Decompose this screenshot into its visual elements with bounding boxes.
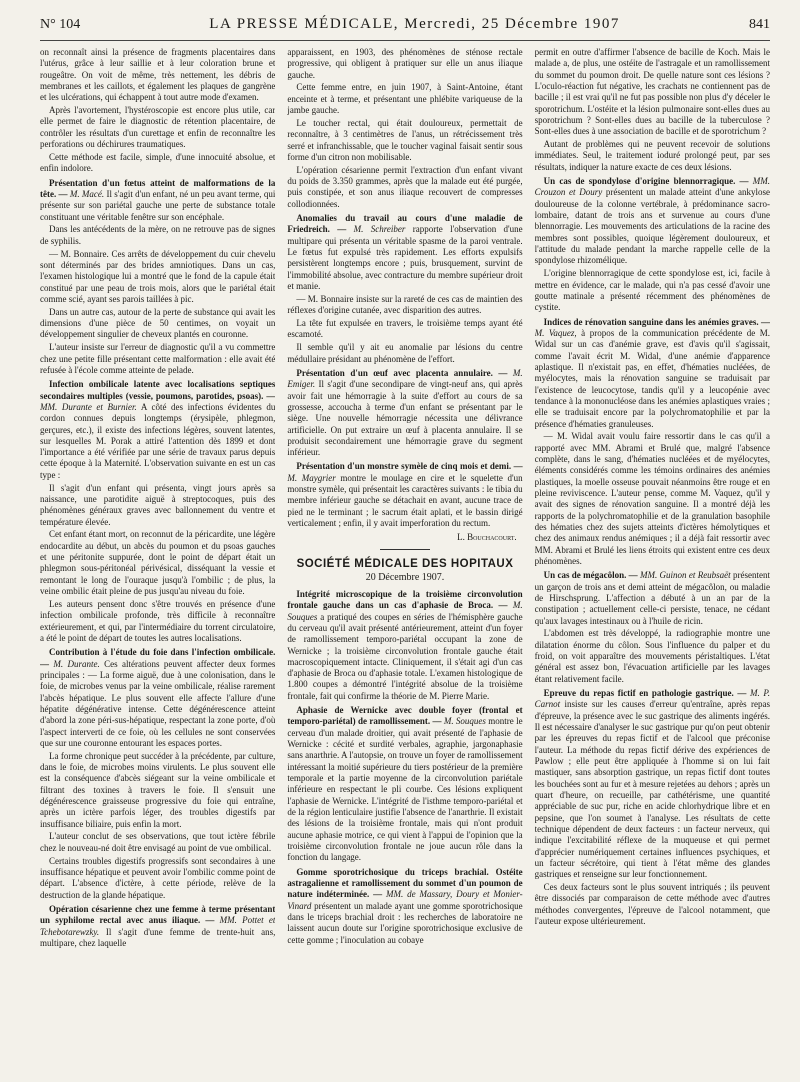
article-heading: Anomalies du travail au cours d'une maladie de Friedreich. —: [287, 213, 523, 235]
section-divider: [380, 549, 430, 550]
article-heading: Contribution à l'étude du foie dans l'infection ombilicale. —: [40, 647, 276, 669]
article-paragraph: [535, 570, 770, 627]
paragraph: Dans les antécédents de la mère, on ne retrouve pas de signes de syphilis.: [40, 224, 276, 246]
page-number: 841: [748, 17, 770, 32]
article-body: A côté des infections évidentes du cordon connues depuis longtemps (érysipèle, phlegmon, gerçures, etc.), il existe des infections légères, souvent latentes, sur lesquelles M. Porak a attiré l'attention dès 1899 et dont l'importance a été vérifiée par une série de travaux parus depuis cette époque à la Maternité. L'observation suivante en est un cas type :: [40, 401, 276, 480]
article-paragraph: [287, 368, 522, 459]
paragraph: permit en outre d'affirmer l'absence de bacille de Koch. Mais le malade a, de plus, une ostéite de l'astragale et un ramollissement du sommet du poumon droit. De quelle nature sont ces lésions ? L'oculo-réaction fut négative, les crachats ne contiennent pas de bacille ; il est vrai qu'il ne fut pas possible non plus d'y déceler le sporotrichum. L'ostéite et la lésion pulmonaire sont-elles dues au sporotrichum ? Sont-elles dues au bacille de la tuberculose ? Sont-elles dues à une association de bacille et de sporotrichum ?: [534, 47, 770, 137]
article-paragraph: [40, 379, 275, 481]
paragraph: L'auteur insiste sur l'erreur de diagnostic qu'il a vu commettre chez une petite fille présentant cette malformation : elle avait été refusée à l'école comme atteinte de pelade.: [40, 342, 276, 375]
article-body: a pratiqué des coupes en séries de l'hémisphère gauche du cerveau qu'il avait présenté antérieurement, atteint d'un foyer de ramollissement temporo-pariétal occupant la zone de Wernicke ; la troisième circonvolution frontale gauche était macroscopiquement intacte. Cliniquement, il s'était agi d'un cas d'aphasie de Broca ou d'aphasie totale. L'examen histologique de 1.800 coupes a démontré l'intégrité absolue de la troisième frontale, fait qui confirme la théorie de M. Pierre Marie.: [287, 611, 523, 701]
article-author: M. Macé.: [69, 188, 105, 199]
article-heading: Présentation d'un fœtus atteint de malformations de la tête. —: [40, 177, 276, 199]
paragraph: Après l'avortement, l'hystéroscopie est encore plus utile, car elle permet de faire le diagnostic de rétention placentaire, de contrôler les résultats d'un curettage et enfin de reconnaître les perforations ou déchirures traumatiques.: [40, 105, 276, 150]
paragraph: on reconnaît ainsi la présence de fragments placentaires dans l'utérus, grâce à leur saillie et à leur coloration brune et rougeâtre. On voit de même, très nettement, les débris de membranes et les caillots, et également les plaques de gangrène et les ulcérations, qui échappent à tout autre mode d'examen.: [40, 47, 276, 103]
page-header: [40, 16, 770, 41]
paragraph: — M. Widal avait voulu faire ressortir dans le cas qu'il a rapporté avec MM. Abrami et Brulé que, malgré l'absence complète, dans le sang, d'hématies nucléées et de myélocytes, éléments considérés comme les témoins ordinaires des anémies plastiques, la moelle osseuse pouvait néanmoins être rouge et en pleine reviviscence. L'auteur pense, comme M. Vaquez, qu'il y avait des signes de rénovation sanguine. Il a montré déjà les rapports de la polychromatophilie et de la granulation basophile des hématies chez des sujets atteints d'ictères hémolytiques et chez des animaux rendus anémiques ; il a déjà fait ressortir avec MM. Abrami et Brulé les liens étroits qui existent entre ces deux phénomènes.: [534, 431, 770, 566]
article-heading: Aphasie de Wernicke avec double foyer (frontal et temporo-pariétal) de ramollissement. —: [287, 705, 523, 727]
issue-number: N° 104: [40, 17, 81, 32]
article-author: M. Schreiber: [353, 224, 406, 235]
article-heading: Un cas de spondylose d'origine blennorragique. —: [543, 176, 749, 187]
article-author: M. Souques: [287, 600, 523, 622]
article-author: M. Maygrier: [287, 472, 336, 483]
paragraph: Le toucher rectal, qui était douloureux, permettait de reconnaître, à 3 centimètres de l'anus, un rétrécissement très serré et infranchissable, que le toucher vaginal faisait sentir sous forme d'un citron non mobilisable.: [287, 117, 523, 162]
column-left: [40, 47, 275, 1077]
article-author: MM. Guinon et Reubsaët: [640, 570, 731, 581]
article-author: MM. de Massary, Doury et Monier-Vinard: [287, 889, 523, 911]
signature: L. Bouchacourt.: [457, 532, 517, 543]
article-body: insiste sur les causes d'erreur qu'entraîne, après repas d'épreuve, la présence avec le suc gastrique des aliments ingérés. Il est nécessaire d'analyser le suc gastrique pur qu'on peut obtenir par les épreuves du repas fictif et de l'alcool que préconise l'auteur. La méthode du repas fictif dérive des expériences de Pawlow ; elle peut être appliquée à l'homme si on lui fait mastiquer, sans absorption gastrique, un repas fictif dont toutes les bouchées sont au fur et à mesure rejetées au dehors ; après un quart d'heure, on recueille, par cathétérisme, une quantité appréciable de suc pur, riche en acide chlorhydrique libre et en pepsine, que l'on soumet à l'analyse. Les résultats de cette technique dépendent de deux facteurs : un facteur nerveux, qui indique l'excitabilité réflexe de la muqueuse et qui permet d'apprécier numériquement certaines influences psychiques, et un facteur sécrétoire, qui tient à l'état même des glandes gastriques et renseigne sur leur fonctionnement.: [534, 699, 770, 880]
article-heading: Opération césarienne chez une femme à terme présentant un syphilome rectal avec anus iliaque. —: [40, 903, 276, 926]
article-heading: Présentation d'un monstre symèle de cinq mois et demi. —: [296, 461, 523, 472]
article-body: présentent un malade atteint d'une ankylose douloureuse de la colonne vertébrale, à prédominance sacro-lombaire, datant de trois ans et survenue au cours d'une blennorragie. Les mouvements des articulations de la racine des membres sont possibles, quoique légèrement douloureux, et l'attitude du malade pendant la marche rappelle celle de la spondylose rhizomélique.: [534, 187, 770, 266]
article-paragraph: [287, 867, 522, 946]
article-paragraph: [287, 461, 522, 529]
article-heading: Epreuve du repas fictif en pathologie gastrique. —: [543, 688, 747, 699]
article-body: montre le cerveau d'un malade droitier, qui avait présenté de l'aphasie de Wernicke : cécité et surdité verbales, agraphie, jargonaphasie sans anarthrie. A l'autopsie, on trouve un foyer de ramollissement intéressant la moitié supérieure du tiers postérieur de la première temporale et la partie moyenne de la circonvolution pariétale inférieure en respectant le pli courbe. Ces lésions expliquent l'aphasie de Wernicke. L'intégrité de l'isthme temporo-pariétal et de la région lenticulaire justifie l'absence de l'anarthrie. Il existait des lésions de la troisième frontale, mais qui n'ont produit aucune aphasie motrice, ce qui vient à l'appui de l'opinion que la troisième circonvolution frontale ne joue aucun rôle dans la fonction du langage.: [287, 716, 523, 863]
column-middle: [287, 47, 522, 1077]
article-paragraph: [287, 705, 522, 864]
article-heading: Indices de rénovation sanguine dans les anémies graves. —: [543, 316, 770, 327]
paragraph: — M. Bonnaire. Ces arrêts de développement du cuir chevelu sont déterminés par des brides amniotiques. Dans un cas, l'examen histologique lui a montré que le fond de la capule était constitué par une peau de trois mois, alors que le pariétal était comme scié, ayant ses parois taillées à pic.: [40, 248, 276, 304]
paragraph: L'abdomen est très développé, la radiographie montre une dilatation énorme du côlon. Sous l'influence du palper et du froid, on voit apparaître des mouvements péristaltiques. L'état général est assez bon, l'évacuation artificielle par les lavages étant relativement facile.: [534, 628, 770, 684]
article-body: montre le moulage en cire et le squelette d'un monstre symèle, qui présentait les caractères suivants : le tibia du membre inférieur gauche se détachait en avant, aucune trace de pied ne le terminant ; le sacrum était aplati, et le bassin dirigé verticalement ; enfin, il y avait imperforation du rectum.: [287, 472, 523, 529]
article-body: à propos de la communication précédente de M. Widal sur un cas d'anémie grave, est d'avis qu'il s'agissait, comme l'avait écrit M. Widal, d'une anémie d'apparence aplastique. Il n'existait pas, en effet, d'hématies nucléées, de myélocytes, mais la rénovation sanguine se traduisait par l'existence de leucocytose, tandis qu'il y a leucopénie avec tendance à la mononucléose dans les anémies aplastiques vraies ; elle se traduisait encore par la polychromatophilie et par la présence d'hématies granuleuses.: [534, 327, 770, 429]
society-heading: SOCIÉTÉ MÉDICALE DES HOPITAUX: [296, 557, 514, 570]
column-right: [535, 47, 770, 1077]
article-author: M. P. Carnot: [534, 688, 770, 710]
paragraph: La forme chronique peut succéder à la précédente, par culture, dans le foie, de microbes moins virulents. Le plus souvent elle est la conséquence d'abcès siégeant sur la veine ombilicale et filtrant des toxines à travers le foie. Il s'ensuit une dégénérescence graisseuse progressive du foie qui entraîne, après un ictère parfois léger, des troubles digestifs par insuffisance biliaire, puis enfin la mort.: [40, 750, 276, 829]
article-author: MM. Pottet et Tchebotarewzky.: [40, 915, 276, 937]
paragraph: Cette femme entre, en juin 1907, à Saint-Antoine, étant enceinte et à terme, et présentant une phlébite variqueuse de la jambe gauche.: [287, 82, 523, 116]
paragraph: L'auteur conclut de ses observations, que tout ictère fébrile chez le nouveau-né doit être envisagé au point de vue ombilical.: [40, 831, 276, 853]
article-heading: Infection ombilicale latente avec localisations septiques secondaires multiples (vessie, poumons, parotides, psoas). —: [40, 379, 276, 401]
article-author: M. Vaquez,: [534, 327, 577, 338]
paragraph: Il semble qu'il y ait eu anomalie par lésions du centre médullaire présidant au phénomène de l'effort.: [287, 342, 523, 364]
article-paragraph: [40, 647, 275, 749]
article-body: Ces altérations peuvent affecter deux formes principales : — La forme aiguë, due à une colonisation, dans le foie, de microbes venus par la veine ombilicale, réalise rarement l'abcès hépatique. Le plus souvent elle affecte l'allure d'une hépatite dégénérative intense. Cette dégénérescence atteint d'abord la zone péri-sus-hépatique, respectant la zone porte, d'où l'aspect interverti de ce foie, où les cellules ne sont conservées que sur une couronne entourant les espaces portes.: [40, 658, 276, 748]
text-columns: [40, 47, 770, 1077]
paragraph: — M. Bonnaire insiste sur la rareté de ces cas de maintien des réflexes d'origine cutanée, avec disparition des autres.: [287, 293, 523, 316]
paragraph: Certains troubles digestifs progressifs sont secondaires à une insuffisance hépatique et peuvent avoir l'ombilic comme point de départ. L'absence d'ictère, à cette période, relève de la destruction de la glande hépatique.: [40, 855, 276, 900]
article-heading: Un cas de mégacôlon. —: [543, 570, 638, 581]
article-heading: Présentation d'un œuf avec placenta annulaire. —: [296, 367, 508, 378]
paragraph: Ces deux facteurs sont le plus souvent intriqués ; ils peuvent être dissociés par comparaison de cette méthode avec d'autres méthodes convergentes, l'épreuve de l'alcool notamment, que l'auteur expose ultérieurement.: [534, 882, 770, 927]
article-body: Il s'agit d'une femme de trente-huit ans, multipare, chez laquelle: [40, 926, 276, 948]
article-author: M. Emiger.: [287, 367, 523, 390]
article-heading: Intégrité microscopique de la troisième circonvolution frontale gauche dans un cas d'aphasie de Broca. —: [287, 588, 523, 611]
article-body: présentent un malade ayant une gomme sporotrichosique dans le triceps brachial droit : les recherches de laboratoire ne laissent aucun doute sur l'origine sporotrichosique exclusive de cette gomme ; l'inoculation au cobaye: [287, 900, 523, 945]
article-paragraph: [40, 904, 275, 949]
article-paragraph: [535, 176, 770, 267]
paragraph: Les auteurs pensent donc s'être trouvés en présence d'une infection ombilicale profonde, très difficile à reconnaître extérieurement, et qui, par l'intermédiaire du torrent circulatoire, a été le point de départ de toutes les autres localisations.: [40, 598, 276, 643]
article-heading: Gomme sporotrichosique du triceps brachial. Ostéite astragalienne et ramollissement du sommet d'un poumon de nature indéterminée. —: [287, 866, 523, 900]
paragraph: L'origine blennorragique de cette spondylose est, ici, facile à mettre en évidence, car le malade, qui n'a pas cessé d'avoir une goutte matinale a présenté récemment des phénomènes de cystite.: [534, 268, 770, 313]
article-body: rapporte l'observation d'une multipare qui présenta un véritable spasme de la paroi ventrale. Le fœtus fut expulsé très rapidement. Les efforts expulsifs persistèrent longtemps encore ; puis, brusquement, survint de l'immobilité absolue, avec contracture du membre supérieur droit et manie.: [287, 224, 523, 292]
article-paragraph: [40, 178, 275, 223]
article-body: Il s'agit d'un enfant, né un peu avant terme, qui présente sur son pariétal gauche une perte de substance totale constituant une véritable fenêtre sur son encéphale.: [40, 188, 276, 222]
paragraph: apparaissent, en 1903, des phénomènes de sténose rectale progressive, qui obligent à pratiquer sur elle un anus iliaque gauche.: [287, 47, 523, 80]
paragraph: La tête fut expulsée en travers, le troisième temps ayant été escamoté.: [287, 318, 523, 340]
paragraph: Il s'agit d'un enfant qui présenta, vingt jours après sa naissance, une parotidite aiguë à streptocoques, puis des phénomènes généraux graves avec ballonnement du ventre et température élevée.: [40, 482, 276, 527]
article-paragraph: [287, 213, 522, 292]
article-author: MM. Durante et Burnier.: [40, 401, 137, 412]
session-date: 20 Décembre 1907.: [365, 572, 445, 584]
paragraph: Dans un autre cas, autour de la perte de substance qui avait les dimensions d'une pièce de 50 centimes, on voyait un développement singulier de cheveux plantés en couronne.: [40, 306, 276, 340]
article-author: MM. Crouzon et Doury: [534, 176, 770, 198]
paragraph: Cette méthode est facile, simple, d'une innocuité absolue, et enfin indolore.: [40, 151, 276, 174]
paragraph: Autant de problèmes qui ne peuvent recevoir de solutions immédiates. Seul, le traitement ioduré prolongé peut, par ses résultats, indiquer la nature exacte de ces deux lésions.: [534, 139, 770, 172]
article-paragraph: [535, 688, 770, 881]
article-author: M. Souques: [443, 716, 486, 727]
article-body: présentent un garçon de trois ans et demi atteint de mégacôlon, ou maladie de Hirschsprung. L'affection a débuté à un an par de la constipation ; actuellement celle-ci persiste, tenace, ne cédant qu'aux lavages intestinaux ou à l'huile de ricin.: [534, 570, 770, 626]
article-paragraph: [287, 589, 522, 702]
paragraph: L'opération césarienne permit l'extraction d'un enfant vivant du poids de 3.350 grammes, après que la malade eut été purgée, puis constipée, et son anus iliaque recouvert de compresses collodionnées.: [287, 164, 523, 209]
article-paragraph: [535, 317, 770, 430]
article-author: M. Durante.: [53, 658, 100, 669]
article-body: Il s'agit d'une secondipare de vingt-neuf ans, qui après avoir fait une hémorragie à la suite d'effort au cours de sa grossesse, accoucha à terme d'un enfant se présentant par le siège. Une nouvelle hémorragie nécessita une délivrance artificielle. On put extraire un œuf à placenta annulaire. Il se produisit secondairement une hémorragie grave du segment inférieur.: [287, 379, 523, 458]
paragraph: Cet enfant étant mort, on reconnut de la péricardite, une légère endocardite au début, un abcès du poumon et du psoas gauches et une péritonite suppurée, dont le point de départ était un phlegmon sous-péritonéal périvésical, disséquant la vessie et remontant le long de l'ouraque jusqu'à l'ombilic ; de plus, la veine ombilic était pleine de pus jusqu'au niveau du foie.: [40, 529, 276, 597]
journal-title: LA PRESSE MÉDICALE, Mercredi, 25 Décembre 1907: [209, 16, 620, 32]
